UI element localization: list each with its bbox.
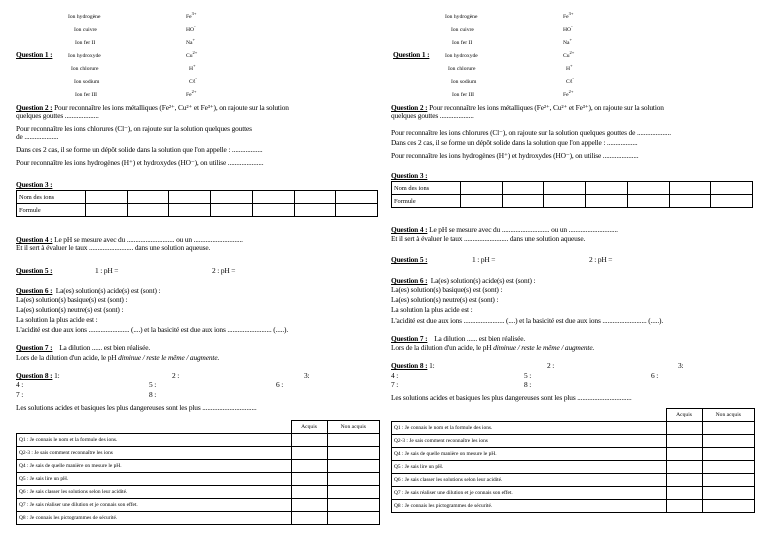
q8-number: 7 :	[391, 380, 399, 389]
not-acquired-cell[interactable]	[702, 435, 754, 448]
ion-name: Ion sodium	[74, 79, 100, 85]
question-5-label: Question 5 :	[16, 266, 53, 275]
table-cell[interactable]	[711, 182, 753, 195]
question-2-line: Pour reconnaître les ions hydrogènes (H⁺) et hydroxydes (HO⁻), on utilise .....................	[391, 151, 639, 160]
ion-name: Ion cuivre	[74, 27, 97, 33]
question-7-line: Question 7 : La dilution ...... est bien réalisée.	[391, 334, 526, 343]
ion-formula: Na+	[186, 37, 196, 46]
acquired-cell[interactable]	[666, 435, 702, 448]
skill-item: Q6 : Je sais classer les solutions selon leur acidité.	[392, 474, 667, 487]
table-cell[interactable]	[127, 191, 169, 204]
ph-answer: 1 : pH =	[95, 266, 119, 275]
q8-number: 5 :	[149, 380, 157, 389]
question-2-line: Pour reconnaître les ions chlorures (Cl⁻), on rajoute sur la solution quelques gouttes de ....................	[391, 128, 671, 137]
ion-table	[391, 181, 753, 208]
table-cell[interactable]	[627, 182, 669, 195]
question-1-label: Question 1 :	[16, 50, 53, 59]
q8-conclusion: Les solutions acides et basiques les plus dangereuses sont les plus ................................	[16, 403, 257, 412]
question-3-label: Question 3 :	[391, 171, 428, 180]
table-cell[interactable]	[211, 204, 253, 217]
not-acquired-cell[interactable]	[327, 473, 379, 486]
not-acquired-cell[interactable]	[327, 434, 379, 447]
table-cell[interactable]	[127, 204, 169, 217]
table-cell[interactable]	[252, 204, 294, 217]
q8-conclusion: Les solutions acides et basiques les plus dangereuses sont les plus ................................	[391, 393, 632, 402]
question-1-label: Question 1 :	[393, 50, 430, 59]
ion-formula: $Cu^{2+}$	[186, 50, 198, 59]
ion-name: Ion sodium	[451, 79, 477, 85]
ion-name: Ion cuivre	[451, 27, 474, 33]
table-cell[interactable]	[211, 191, 253, 204]
acquired-cell[interactable]	[291, 447, 327, 460]
skill-item: Q5 : Je sais lire un pH.	[392, 461, 667, 474]
not-acquired-cell[interactable]	[327, 486, 379, 499]
q8-number: 3:	[304, 371, 310, 380]
q8-number: 4 :	[16, 380, 24, 389]
ph-answer: 1 : pH =	[472, 255, 496, 264]
table-header: Nom des ions	[17, 191, 86, 204]
skill-item: Q8 : Je connais les pictogrammes de sécurité.	[392, 500, 667, 513]
q8-number: 3:	[678, 361, 684, 370]
ion-formula: HO-	[563, 24, 573, 33]
question-2-line: Dans ces 2 cas, il se forme un dépôt solide dans la solution que l'on appelle : ..................	[391, 138, 638, 147]
q8-number: 4 :	[391, 371, 399, 380]
question-8-line: Question 8 : 1:	[391, 361, 435, 370]
left-worksheet	[14, 0, 386, 543]
question-2-line: Question 2 : Pour reconnaître les ions métalliques (Fe²⁺, Cu²⁺ et Fe³⁺), on rajoute sur la solution	[16, 103, 289, 112]
question-6-line: La(es) solution(s) neutre(s) est (sont) :	[16, 305, 124, 314]
table-header: Formule	[392, 195, 461, 208]
table-cell[interactable]	[502, 182, 544, 195]
question-6-line: La solution la plus acide est :	[391, 305, 473, 314]
table-header: Formule	[17, 204, 86, 217]
ion-name: Ion fer II	[452, 40, 473, 46]
not-acquired-cell[interactable]	[327, 499, 379, 512]
question-4-line: Et il sert à évaluer le taux .......................... dans une solution aqueuse.	[391, 234, 586, 243]
skill-item: Q8 : Je connais les pictogrammes de sécurité.	[17, 512, 292, 525]
q8-number: 2 :	[172, 371, 180, 380]
table-cell[interactable]	[544, 195, 586, 208]
q8-number: 2 :	[547, 361, 555, 370]
ion-formula: Cℓ-	[566, 76, 574, 85]
not-acquired-cell[interactable]	[702, 448, 754, 461]
acquired-cell[interactable]	[291, 499, 327, 512]
acquired-cell[interactable]	[291, 473, 327, 486]
skill-item: Q4 : Je sais de quelle manière on mesure le pH.	[17, 460, 292, 473]
ion-name: Ion hydrogène	[445, 14, 478, 20]
acquired-header: Acquis	[666, 409, 702, 422]
acquired-cell[interactable]	[666, 461, 702, 474]
question-8-line: Question 8 : 1:	[16, 371, 60, 380]
table-cell[interactable]	[336, 204, 378, 217]
skill-item: Q1 : Je connais le nom et la formule des ions.	[17, 434, 292, 447]
question-6-line: La(es) solution(s) basique(s) est (sont) :	[391, 285, 503, 294]
ion-formula: Cℓ-	[189, 76, 197, 85]
table-cell[interactable]	[336, 191, 378, 204]
acquired-cell[interactable]	[291, 460, 327, 473]
not-acquired-header: Non acquis	[327, 421, 379, 434]
question-7-line: Lors de la dilution d'un acide, le pH diminue / reste le même / augmente.	[391, 343, 595, 352]
skill-item: Q6 : Je sais classer les solutions selon leur acidité.	[17, 486, 292, 499]
ion-name: Ion fer III	[75, 92, 98, 98]
ion-formula: Na+	[563, 37, 573, 46]
ion-formula: HO-	[186, 24, 196, 33]
question-5-label: Question 5 :	[391, 255, 428, 264]
question-2-line: quelques gouttes ....................	[391, 111, 474, 120]
acquired-cell[interactable]	[291, 486, 327, 499]
not-acquired-header: Non acquis	[702, 409, 754, 422]
q8-number: 6 :	[276, 380, 284, 389]
q8-number: 6 :	[651, 371, 659, 380]
not-acquired-cell[interactable]	[702, 474, 754, 487]
table-cell[interactable]	[461, 182, 503, 195]
ion-formula: $Fe^{3+}$	[563, 11, 574, 20]
question-7-line: Lors de la dilution d'un acide, le pH diminue / reste le même / augmente.	[16, 353, 220, 362]
skill-item: Q2-3 : Je sais comment reconnaître les ions	[17, 447, 292, 460]
table-cell[interactable]	[252, 191, 294, 204]
question-6-line: La(es) solution(s) basique(s) est (sont) :	[16, 295, 128, 304]
question-7-line: Question 7 : La dilution ...... est bien réalisée.	[16, 343, 151, 352]
question-4-line: Question 4 : Le pH se mesure avec du ............................ ou un .............................	[391, 225, 618, 234]
table-cell[interactable]	[711, 195, 753, 208]
acquired-cell[interactable]	[291, 434, 327, 447]
q8-number: 7 :	[16, 390, 24, 399]
not-acquired-cell[interactable]	[702, 422, 754, 435]
table-cell[interactable]	[544, 182, 586, 195]
table-cell[interactable]	[669, 182, 711, 195]
ion-name: Ion fer III	[452, 92, 475, 98]
ion-formula: H+	[189, 63, 196, 72]
acquired-cell[interactable]	[666, 487, 702, 500]
skill-item: Q2-3 : Je sais comment reconnaître les ions	[392, 435, 667, 448]
question-6-line: Question 6 : La(es) solution(s) acide(s) est (sont) :	[16, 286, 161, 295]
question-2-line: Question 2 : Pour reconnaître les ions métalliques (Fe²⁺, Cu²⁺ et Fe³⁺), on rajoute sur la solution	[391, 103, 664, 112]
q8-number: 8 :	[149, 390, 157, 399]
question-2-line: Dans ces 2 cas, il se forme un dépôt solide dans la solution que l'on appelle : ..................	[16, 145, 263, 154]
ion-name: Ion hydroxyde	[68, 53, 101, 59]
acquired-cell[interactable]	[666, 474, 702, 487]
question-6-line: Question 6 : La(es) solution(s) acide(s) est (sont) :	[391, 276, 536, 285]
skills-table	[391, 408, 755, 513]
not-acquired-cell[interactable]	[702, 500, 754, 513]
table-cell[interactable]	[586, 182, 628, 195]
question-2-line: quelques gouttes ....................	[16, 111, 99, 120]
ion-table	[16, 190, 378, 217]
question-2-line: de ....................	[16, 132, 59, 141]
q8-number: 5 :	[524, 371, 532, 380]
question-4-line: Question 4 : Le pH se mesure avec du ............................ ou un .............................	[16, 235, 243, 244]
table-cell[interactable]	[627, 195, 669, 208]
table-cell[interactable]	[86, 191, 128, 204]
skill-item: Q1 : Je connais le nom et la formule des ions.	[392, 422, 667, 435]
acquired-cell[interactable]	[666, 422, 702, 435]
right-worksheet	[391, 0, 763, 543]
table-header: Nom des ions	[392, 182, 461, 195]
not-acquired-cell[interactable]	[327, 512, 379, 525]
question-2-line: Pour reconnaître les ions chlorures (Cl⁻), on rajoute sur la solution quelques gouttes	[16, 124, 252, 133]
skill-item: Q7 : Je sais réaliser une dilution et je connais son effet.	[17, 499, 292, 512]
table-cell[interactable]	[86, 204, 128, 217]
skill-item: Q4 : Je sais de quelle manière on mesure le pH.	[392, 448, 667, 461]
question-2-line: Pour reconnaître les ions hydrogènes (H⁺) et hydroxydes (HO⁻), on utilise .....................	[16, 158, 264, 167]
q8-number: 8 :	[524, 380, 532, 389]
ion-formula: $Fe^{2+}$	[186, 89, 197, 98]
skill-item: Q7 : Je sais réaliser une dilution et je connais son effet.	[392, 487, 667, 500]
table-cell[interactable]	[294, 204, 336, 217]
question-6-line: La(es) solution(s) neutre(s) est (sont) :	[391, 295, 499, 304]
ion-name: Ion chlorure	[448, 66, 476, 72]
acquired-cell[interactable]	[666, 500, 702, 513]
ion-name: Ion fer II	[75, 40, 96, 46]
question-3-label: Question 3 :	[16, 180, 53, 189]
ph-answer: 2 : pH =	[589, 255, 613, 264]
skills-table	[16, 420, 380, 525]
not-acquired-cell[interactable]	[702, 461, 754, 474]
question-6-line: L'acidité est due aux ions ........................ (....) et la basicité est due aux ions .......................... (.....).	[391, 316, 664, 325]
not-acquired-cell[interactable]	[327, 447, 379, 460]
question-6-line: L'acidité est due aux ions ........................ (....) et la basicité est due aux ions .......................... (.....).	[16, 325, 289, 334]
table-cell[interactable]	[669, 195, 711, 208]
table-cell[interactable]	[169, 204, 211, 217]
ph-answer: 2 : pH =	[212, 266, 236, 275]
not-acquired-cell[interactable]	[327, 460, 379, 473]
acquired-cell[interactable]	[291, 512, 327, 525]
question-4-line: Et il sert à évaluer le taux .......................... dans une solution aqueuse.	[16, 243, 211, 252]
acquired-header: Acquis	[291, 421, 327, 434]
table-cell[interactable]	[169, 191, 211, 204]
ion-formula: $Fe^{2+}$	[563, 89, 574, 98]
skill-item: Q5 : Je sais lire un pH.	[17, 473, 292, 486]
acquired-cell[interactable]	[666, 448, 702, 461]
question-6-line: La solution la plus acide est :	[16, 315, 98, 324]
ion-formula: $Fe^{3+}$	[186, 11, 197, 20]
table-cell[interactable]	[586, 195, 628, 208]
ion-formula: H+	[566, 63, 573, 72]
not-acquired-cell[interactable]	[702, 487, 754, 500]
table-cell[interactable]	[294, 191, 336, 204]
ion-name: Ion hydroxyde	[445, 53, 478, 59]
ion-name: Ion hydrogène	[68, 14, 101, 20]
table-cell[interactable]	[502, 195, 544, 208]
ion-name: Ion chlorure	[71, 66, 99, 72]
ion-formula: $Cu^{2+}$	[563, 50, 575, 59]
table-cell[interactable]	[461, 195, 503, 208]
